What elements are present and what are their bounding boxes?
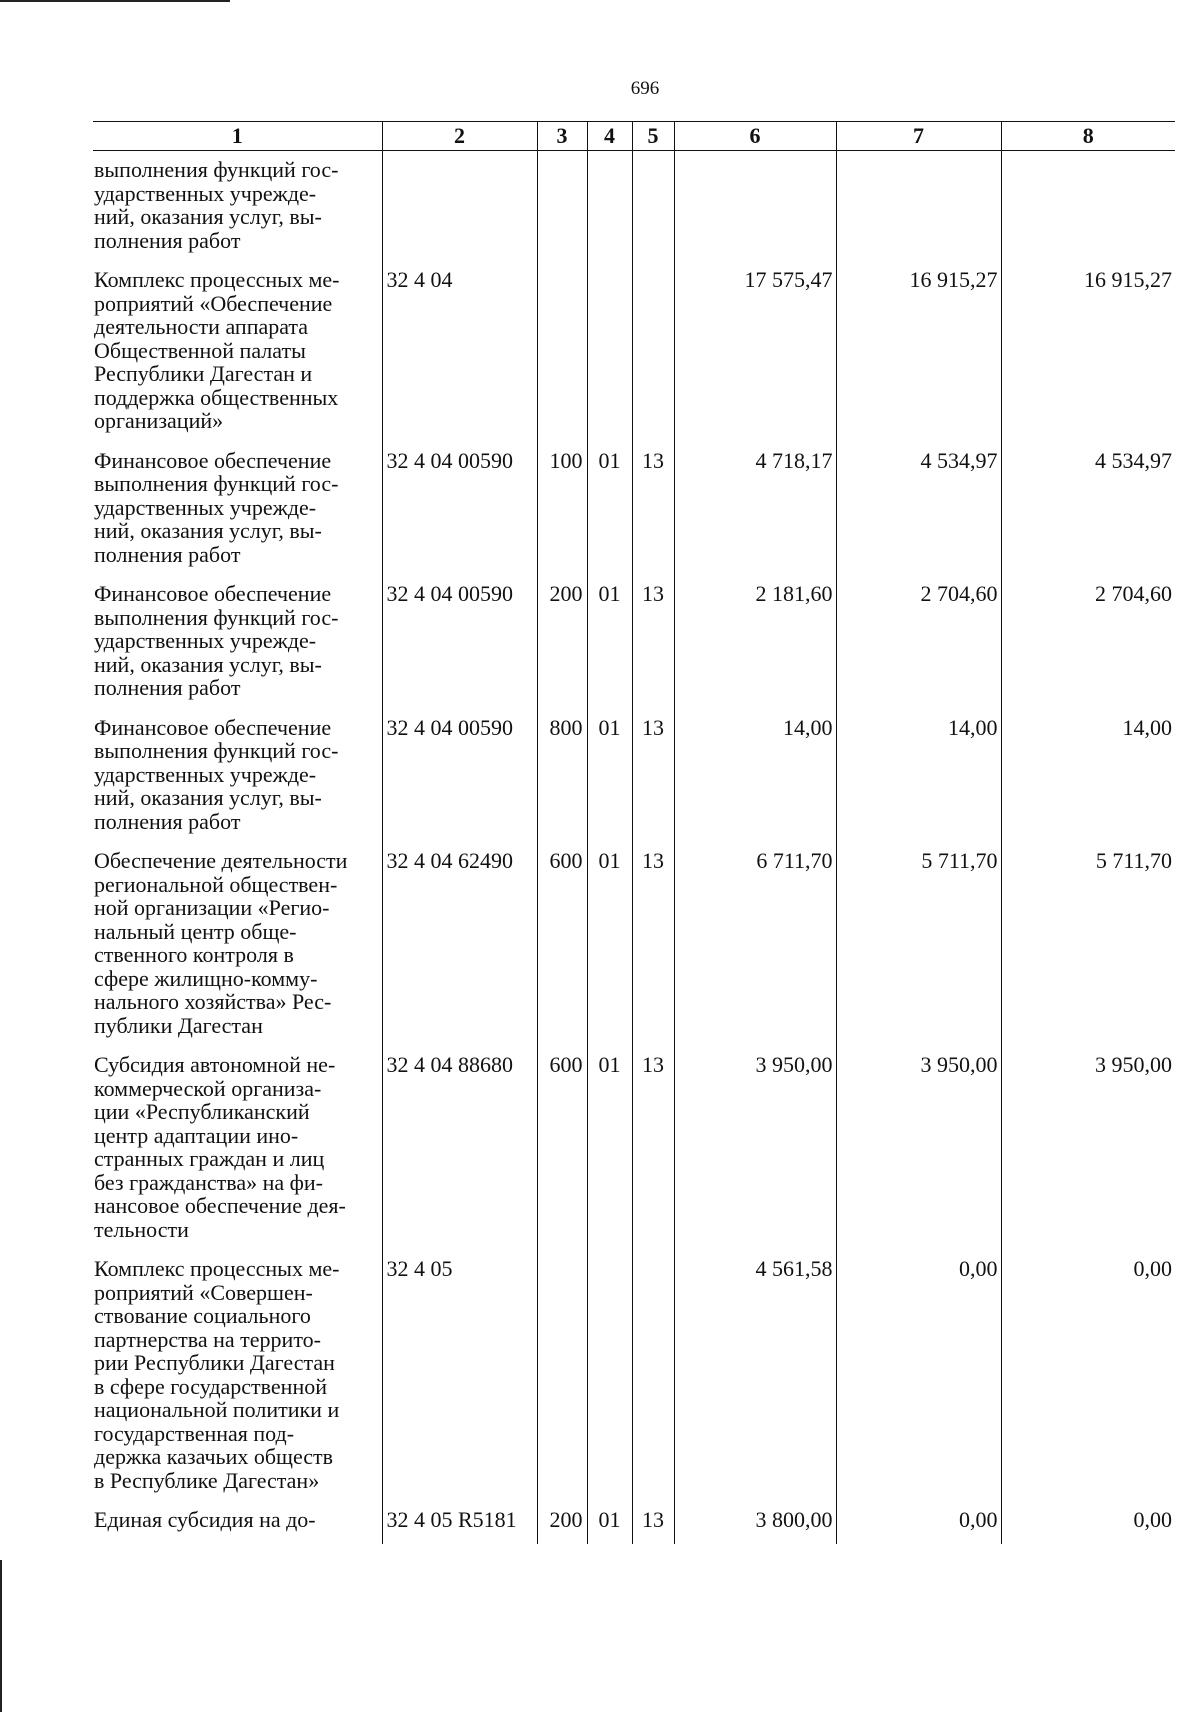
row-year3: 3 950,00 (1001, 1053, 1175, 1257)
row-name-text: Финансовое обеспечение выполнения функций гос- ударственных учрежде- ний, оказания услуг, вы- полнения работ (94, 581, 339, 700)
table-row (93, 268, 1175, 449)
row-code: 32 4 04 00590 (382, 449, 537, 583)
row-year2: 16 915,27 (836, 268, 1001, 449)
row-pr: 13 (632, 1508, 674, 1544)
row-year2: 5 711,70 (836, 849, 1001, 1053)
row-name (93, 1257, 382, 1508)
row-code: 32 4 04 62490 (382, 849, 537, 1053)
table-row (93, 1508, 1175, 1544)
row-pr: 13 (632, 582, 674, 716)
row-year1: 3 800,00 (674, 1508, 836, 1544)
row-pr (632, 268, 674, 449)
row-year1: 4 718,17 (674, 449, 836, 583)
row-year3: 0,00 (1001, 1257, 1175, 1508)
row-name-text: выполнения функций гос- ударственных учрежде- ний, оказания услуг, вы- полнения работ (94, 157, 339, 253)
header-col-8: 8 (1001, 122, 1175, 151)
row-rz (587, 1257, 632, 1508)
row-year3: 2 704,60 (1001, 582, 1175, 716)
header-col-7: 7 (836, 122, 1001, 151)
row-name-text: Единая субсидия на до- (94, 1507, 316, 1532)
row-code: 32 4 04 88680 (382, 1053, 537, 1257)
row-year2: 2 704,60 (836, 582, 1001, 716)
row-pr: 13 (632, 449, 674, 583)
row-year1 (674, 151, 836, 269)
row-vr: 100 (537, 449, 587, 583)
row-year1: 4 561,58 (674, 1257, 836, 1508)
row-rz (587, 268, 632, 449)
header-col-3: 3 (537, 122, 587, 151)
row-code: 32 4 05 (382, 1257, 537, 1508)
row-year2: 3 950,00 (836, 1053, 1001, 1257)
table-row (93, 849, 1175, 1053)
row-pr: 13 (632, 1053, 674, 1257)
row-name-text: Финансовое обеспечение выполнения функций гос- ударственных учрежде- ний, оказания услуг, вы- полнения работ (94, 447, 339, 567)
row-vr: 800 (537, 716, 587, 850)
row-name (93, 582, 382, 716)
row-name-text: Субсидия автономной не- коммерческой организа- ции «Республиканский центр адаптации ино- странных граждан и лиц без гражданства» на фи- нансовое обеспечение дея- тельности (94, 1052, 346, 1242)
row-code: 32 4 04 00590 (382, 582, 537, 716)
budget-table (93, 121, 1175, 1544)
row-code: 32 4 05 R5181 (382, 1508, 537, 1544)
row-vr (537, 151, 587, 269)
row-year1: 17 575,47 (674, 268, 836, 449)
table-row (93, 582, 1175, 716)
row-vr: 600 (537, 1053, 587, 1257)
header-col-4: 4 (587, 122, 632, 151)
row-pr: 13 (632, 849, 674, 1053)
row-year1: 6 711,70 (674, 849, 836, 1053)
row-year2: 0,00 (836, 1257, 1001, 1508)
row-rz: 01 (587, 582, 632, 716)
row-rz: 01 (587, 849, 632, 1053)
row-vr (537, 268, 587, 449)
row-code: 32 4 04 00590 (382, 716, 537, 850)
table-row (93, 1053, 1175, 1257)
scan-edge-top-line (0, 0, 230, 2)
table-row (93, 1257, 1175, 1508)
row-rz (587, 151, 632, 269)
row-code: 32 4 04 (382, 268, 537, 449)
row-name (93, 849, 382, 1053)
row-rz: 01 (587, 1508, 632, 1544)
row-name-text: Обеспечение деятельности региональной обществен- ной организации «Регио- нальный центр обще- ственного контроля в сфере жилищно-комму- нального хозяйства» Рес- публики Дагестан (94, 848, 348, 1038)
row-name (93, 151, 382, 269)
row-name (93, 268, 382, 449)
row-vr: 200 (537, 1508, 587, 1544)
header-col-6: 6 (674, 122, 836, 151)
header-col-1: 1 (93, 122, 382, 151)
row-year3: 4 534,97 (1001, 449, 1175, 583)
table-row (93, 449, 1175, 583)
row-year2: 14,00 (836, 716, 1001, 850)
header-col-2: 2 (382, 122, 537, 151)
row-vr (537, 1257, 587, 1508)
row-name-text: Финансовое обеспечение выполнения функций гос- ударственных учрежде- ний, оказания услуг, вы- полнения работ (94, 714, 339, 834)
scan-edge-left-line (0, 1560, 2, 1712)
row-name-text: Комплекс процессных ме- роприятий «Совершен- ствование социального партнерства на террито- рии Республики Дагестан в сфере государственной национальной политики и государственная под- держка казачьих обществ в Республике Дагестан» (94, 1256, 340, 1493)
row-year3: 16 915,27 (1001, 268, 1175, 449)
row-year2: 0,00 (836, 1508, 1001, 1544)
row-year3 (1001, 151, 1175, 269)
row-year3: 5 711,70 (1001, 849, 1175, 1053)
table-row (93, 716, 1175, 850)
row-vr: 200 (537, 582, 587, 716)
row-year1: 14,00 (674, 716, 836, 850)
row-name (93, 716, 382, 850)
table-header-row (93, 122, 1175, 151)
row-year3: 14,00 (1001, 716, 1175, 850)
row-name-text: Комплекс процессных ме- роприятий «Обеспечение деятельности аппарата Общественной палаты Республики Дагестан и поддержка общественных организаций» (94, 267, 340, 433)
row-year3: 0,00 (1001, 1508, 1175, 1544)
row-pr (632, 1257, 674, 1508)
row-year2 (836, 151, 1001, 269)
row-year1: 2 181,60 (674, 582, 836, 716)
row-pr: 13 (632, 716, 674, 850)
row-name (93, 1053, 382, 1257)
page-number: 696 (630, 78, 660, 99)
row-year1: 3 950,00 (674, 1053, 836, 1257)
row-name (93, 449, 382, 583)
table-row (93, 151, 1175, 269)
row-name (93, 1508, 382, 1544)
header-col-5: 5 (632, 122, 674, 151)
row-rz: 01 (587, 1053, 632, 1257)
row-rz: 01 (587, 449, 632, 583)
row-pr (632, 151, 674, 269)
row-vr: 600 (537, 849, 587, 1053)
row-rz: 01 (587, 716, 632, 850)
row-code (382, 151, 537, 269)
row-year2: 4 534,97 (836, 449, 1001, 583)
